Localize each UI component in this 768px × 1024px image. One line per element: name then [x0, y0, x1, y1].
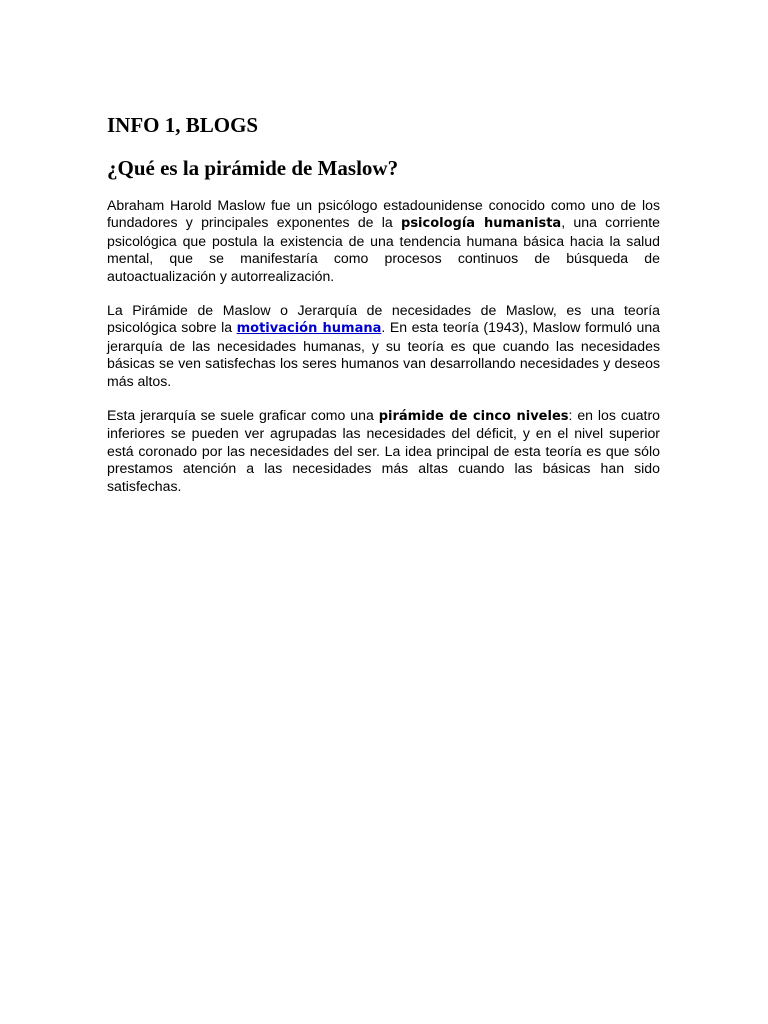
bold-term-piramide-cinco-niveles: pirámide de cinco niveles: [378, 409, 569, 425]
paragraph-intro-text-2: , una corriente psicológica que postula la existencia de una tendencia humana básica hacia la salud mental, que se manifestaría como procesos continuos de búsqueda de autoactualización y autorrealización.: [107, 214, 660, 284]
link-motivacion-humana[interactable]: motivación humana: [236, 321, 382, 337]
paragraph-definition-text-2: . En esta teoría (1943), Maslow formuló una jerarquía de las necesidades humanas, y su teoría es que cuando las necesidades básicas se ven satisfechas los seres humanos van desarrollando necesidades y deseos más altos.: [107, 319, 661, 389]
paragraph-pyramid-definition: [107, 302, 660, 390]
paragraph-intro: [107, 197, 660, 285]
paragraph-definition-text-1: La Pirámide de Maslow o Jerarquía de necesidades de Maslow, es una teoría psicológica sobre la: [107, 302, 660, 336]
paragraph-intro-text-1: Abraham Harold Maslow fue un psicólogo estadounidense conocido como uno de los fundadores y principales exponentes de la: [107, 197, 660, 231]
bold-term-psicologia-humanista: psicología humanista: [401, 216, 562, 232]
paragraph-levels-text-1: Esta jerarquía se suele graficar como una: [107, 407, 379, 424]
document-title: INFO 1, BLOGS: [107, 113, 259, 137]
paragraph-levels-text-2: : en los cuatro inferiores se pueden ver agrupadas las necesidades del déficit, y en el nivel superior está coronado por las necesidades del ser. La idea principal de esta teoría es que sólo prestamos atención a las necesidades más altas cuando las básicas han sido satisfechas.: [107, 407, 661, 494]
paragraph-pyramid-levels: [107, 407, 660, 495]
section-heading: ¿Qué es la pirámide de Maslow?: [107, 156, 399, 180]
